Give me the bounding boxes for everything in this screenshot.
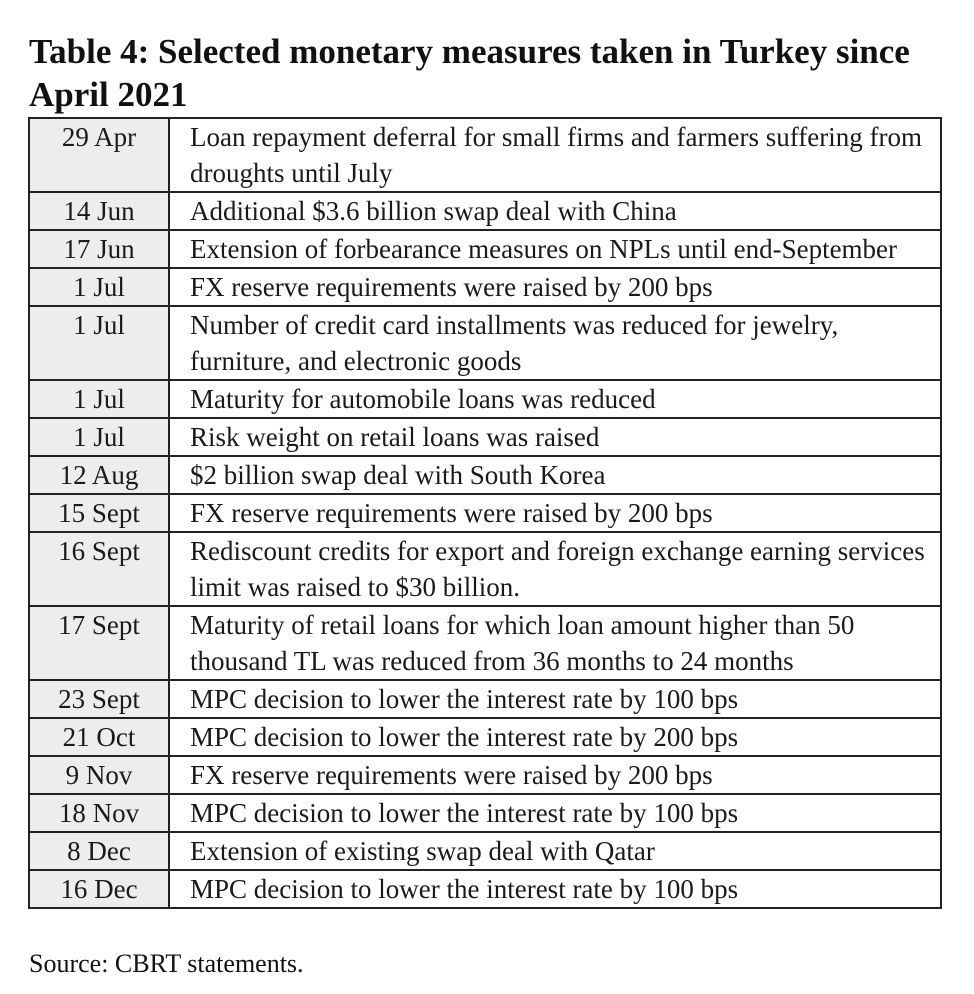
table-row xyxy=(29,118,941,192)
table-title: Table 4: Selected monetary measures taken in Turkey since April 2021 xyxy=(29,32,910,114)
table-row xyxy=(29,192,941,230)
table-row xyxy=(29,494,941,532)
measure-cell: MPC decision to lower the interest rate by 200 bps xyxy=(169,718,941,756)
measure-cell: Extension of existing swap deal with Qatar xyxy=(169,832,941,870)
table-row xyxy=(29,532,941,606)
date-cell: 15 Sept xyxy=(29,494,169,532)
date-cell: 12 Aug xyxy=(29,456,169,494)
date-cell: 14 Jun xyxy=(29,192,169,230)
table-row xyxy=(29,870,941,908)
date-cell: 16 Dec xyxy=(29,870,169,908)
measure-cell: MPC decision to lower the interest rate by 100 bps xyxy=(169,794,941,832)
table-row xyxy=(29,418,941,456)
date-cell: 1 Jul xyxy=(29,306,169,380)
table-row xyxy=(29,380,941,418)
measure-cell: Rediscount credits for export and foreign exchange earning services limit was raised to $30 billion. xyxy=(169,532,941,606)
measure-cell: MPC decision to lower the interest rate by 100 bps xyxy=(169,680,941,718)
table-row xyxy=(29,606,941,680)
date-cell: 8 Dec xyxy=(29,832,169,870)
date-cell: 1 Jul xyxy=(29,418,169,456)
date-cell: 9 Nov xyxy=(29,756,169,794)
measures-table xyxy=(28,117,942,909)
date-cell: 16 Sept xyxy=(29,532,169,606)
date-cell: 1 Jul xyxy=(29,268,169,306)
measure-cell: Number of credit card installments was reduced for jewelry, furniture, and electronic goods xyxy=(169,306,941,380)
table-row xyxy=(29,680,941,718)
measure-cell: FX reserve requirements were raised by 200 bps xyxy=(169,268,941,306)
source-note: Source: CBRT statements. xyxy=(29,949,304,978)
table-row xyxy=(29,756,941,794)
measure-cell: Extension of forbearance measures on NPLs until end-September xyxy=(169,230,941,268)
measure-cell: FX reserve requirements were raised by 200 bps xyxy=(169,494,941,532)
table-row xyxy=(29,268,941,306)
measure-cell: Maturity for automobile loans was reduced xyxy=(169,380,941,418)
table-row xyxy=(29,832,941,870)
table-row xyxy=(29,230,941,268)
table-row xyxy=(29,718,941,756)
table-row xyxy=(29,306,941,380)
table-row xyxy=(29,456,941,494)
measure-cell: Risk weight on retail loans was raised xyxy=(169,418,941,456)
date-cell: 17 Jun xyxy=(29,230,169,268)
date-cell: 23 Sept xyxy=(29,680,169,718)
date-cell: 17 Sept xyxy=(29,606,169,680)
measure-cell: Additional $3.6 billion swap deal with China xyxy=(169,192,941,230)
measure-cell: MPC decision to lower the interest rate by 100 bps xyxy=(169,870,941,908)
date-cell: 1 Jul xyxy=(29,380,169,418)
table-row xyxy=(29,794,941,832)
date-cell: 18 Nov xyxy=(29,794,169,832)
measure-cell: $2 billion swap deal with South Korea xyxy=(169,456,941,494)
date-cell: 29 Apr xyxy=(29,118,169,192)
measure-cell: Maturity of retail loans for which loan amount higher than 50 thousand TL was reduced from 36 months to 24 months xyxy=(169,606,941,680)
measure-cell: Loan repayment deferral for small firms and farmers suffering from droughts until July xyxy=(169,118,941,192)
measure-cell: FX reserve requirements were raised by 200 bps xyxy=(169,756,941,794)
date-cell: 21 Oct xyxy=(29,718,169,756)
